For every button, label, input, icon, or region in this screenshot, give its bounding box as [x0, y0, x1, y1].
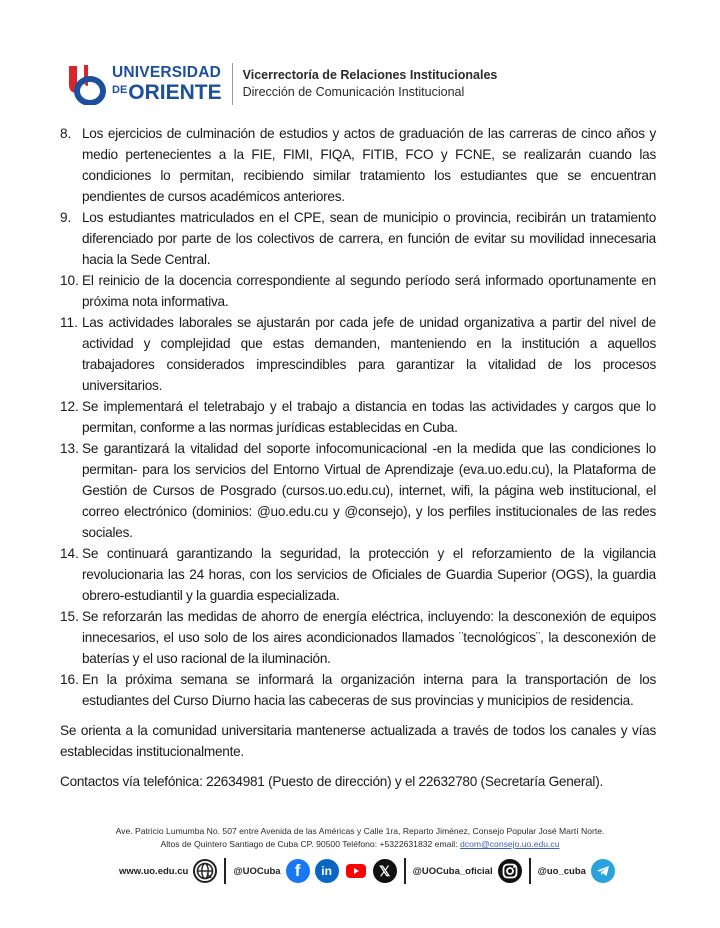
item-number: 13.: [60, 441, 79, 456]
item-number: 15.: [60, 609, 79, 624]
item-text: Los ejercicios de culminación de estudios y actos de graduación de las carreras de cinco años y medio pertenecientes a la FIE, FIMI, FIQA, FITIB, FCO y FCNE, se realizarán cuando las condiciones lo permitan, recibiendo similar tratamiento los estudiantes que se encuentran pendientes de cursos académicos anteriores.: [82, 126, 656, 204]
email-link[interactable]: dcom@consejo.uo.edu.cu: [460, 839, 560, 849]
social-bar: [119, 856, 615, 886]
letterhead: [66, 62, 497, 106]
item-number: 14.: [60, 546, 79, 561]
list-item: [60, 669, 656, 711]
list-item: [60, 396, 656, 438]
logo-line-2: [112, 82, 222, 103]
list-item: [60, 543, 656, 606]
logo-prefix: DE: [112, 83, 128, 96]
item-text: El reinicio de la docencia correspondiente al segundo período será informado oportunamente en próxima nota informativa.: [82, 273, 656, 309]
item-number: 8.: [60, 126, 72, 141]
handle-telegram[interactable]: @uo_cuba: [537, 865, 586, 877]
website-link[interactable]: www.uo.edu.cu: [119, 865, 189, 877]
footer-address: [0, 825, 720, 851]
item-number: 16.: [60, 672, 79, 687]
header-office-block: [243, 67, 498, 101]
address-line-2-text: Altos de Quintero Santiago de Cuba CP. 90500 Teléfono: +5322631832 email:: [160, 839, 460, 849]
handle-uocuba[interactable]: @UOCuba: [233, 865, 281, 877]
item-text: Se reforzarán las medidas de ahorro de energía eléctrica, incluyendo: la desconexión de equipos innecesarios, el uso solo de los aires acondicionados llamados ¨tecnológicos¨, la desconexión de baterías y el uso racional de la iluminación.: [82, 609, 656, 666]
item-number: 12.: [60, 399, 79, 414]
item-number: 10.: [60, 273, 79, 288]
document-body: [60, 123, 656, 792]
linkedin-icon[interactable]: in: [315, 859, 339, 883]
address-line-2: [0, 838, 720, 851]
item-number: 11.: [60, 315, 78, 330]
item-text: Se garantizará la vitalidad del soporte infocomunicacional -en la medida que las condiciones lo permitan- para los servicios del Entorno Virtual de Aprendizaje (eva.uo.edu.cu), la Plataforma de Gestión de Cursos de Posgrado (cursos.uo.edu.cu), internet, wifi, la página web institucional, el correo electrónico (dominios: @uo.edu.cu y @consejo), y los perfiles institucionales de las redes sociales.: [82, 441, 656, 540]
item-text: Se continuará garantizando la seguridad, la protección y el reforzamiento de la vigilancia revolucionaria las 24 horas, con los servicios de Oficiales de Guardia Superior (OGS), la guardia obrero-estudiantil y la guardia especializada.: [82, 546, 656, 603]
office-title: Vicerrectoría de Relaciones Institucionales: [242, 68, 498, 82]
list-item: [60, 207, 656, 270]
department-title: Dirección de Comunicación Institucional: [242, 85, 465, 99]
logo-line-1: UNIVERSIDAD: [112, 64, 221, 82]
globe-icon[interactable]: [193, 859, 217, 883]
header-divider: [232, 63, 233, 105]
item-number: 9.: [60, 210, 72, 225]
youtube-icon[interactable]: [344, 859, 368, 883]
list-item: [60, 270, 656, 312]
university-logo-icon: [66, 63, 106, 105]
social-divider: [529, 858, 531, 884]
handle-instagram[interactable]: @UOCuba_oficial: [412, 865, 493, 877]
list-item: [60, 606, 656, 669]
contacts-paragraph: Contactos vía telefónica: 22634981 (Puesto de dirección) y el 22632780 (Secretaría General).: [60, 774, 603, 789]
social-divider: [224, 858, 226, 884]
item-text: Las actividades laborales se ajustarán por cada jefe de unidad organizativa a partir del nivel de actividad y complejidad que estas demanden, manteniendo en la institución a aquellos trabajadores considerados imprescindibles para garantizar la vitalidad de los procesos universitarios.: [82, 315, 656, 393]
x-icon[interactable]: 𝕏: [373, 859, 397, 883]
list-item: [60, 123, 656, 207]
item-text: Los estudiantes matriculados en el CPE, sean de municipio o provincia, recibirán un tratamiento diferenciado por parte de los colectivos de carrera, en función de evitar su movilidad innecesaria hacia la Sede Central.: [82, 210, 656, 267]
list-item: [60, 312, 656, 396]
university-logo-text: [112, 65, 222, 103]
list-item: [60, 438, 656, 543]
closing-paragraph: Se orienta a la comunidad universitaria mantenerse actualizada a través de todos los canales y vías establecidas institucionalmente.: [60, 723, 656, 759]
instagram-icon[interactable]: [498, 859, 522, 883]
address-line-1: Ave. Patricio Lumumba No. 507 entre Avenida de las Américas y Calle 1ra, Reparto Jiménez, Consejo Popular José Martí Norte.: [115, 826, 605, 836]
item-text: En la próxima semana se informará la organización interna para la transportación de los estudiantes del Curso Diurno hacia las cabeceras de sus provincias y municipios de residencia.: [82, 672, 656, 708]
logo-name: ORIENTE: [128, 80, 222, 104]
item-text: Se implementará el teletrabajo y el trabajo a distancia en todas las actividades y cargos que lo permitan, conforme a las normas jurídicas establecidas en Cuba.: [82, 399, 656, 435]
telegram-icon[interactable]: [591, 859, 615, 883]
facebook-icon[interactable]: f: [286, 859, 310, 883]
social-divider: [404, 858, 406, 884]
